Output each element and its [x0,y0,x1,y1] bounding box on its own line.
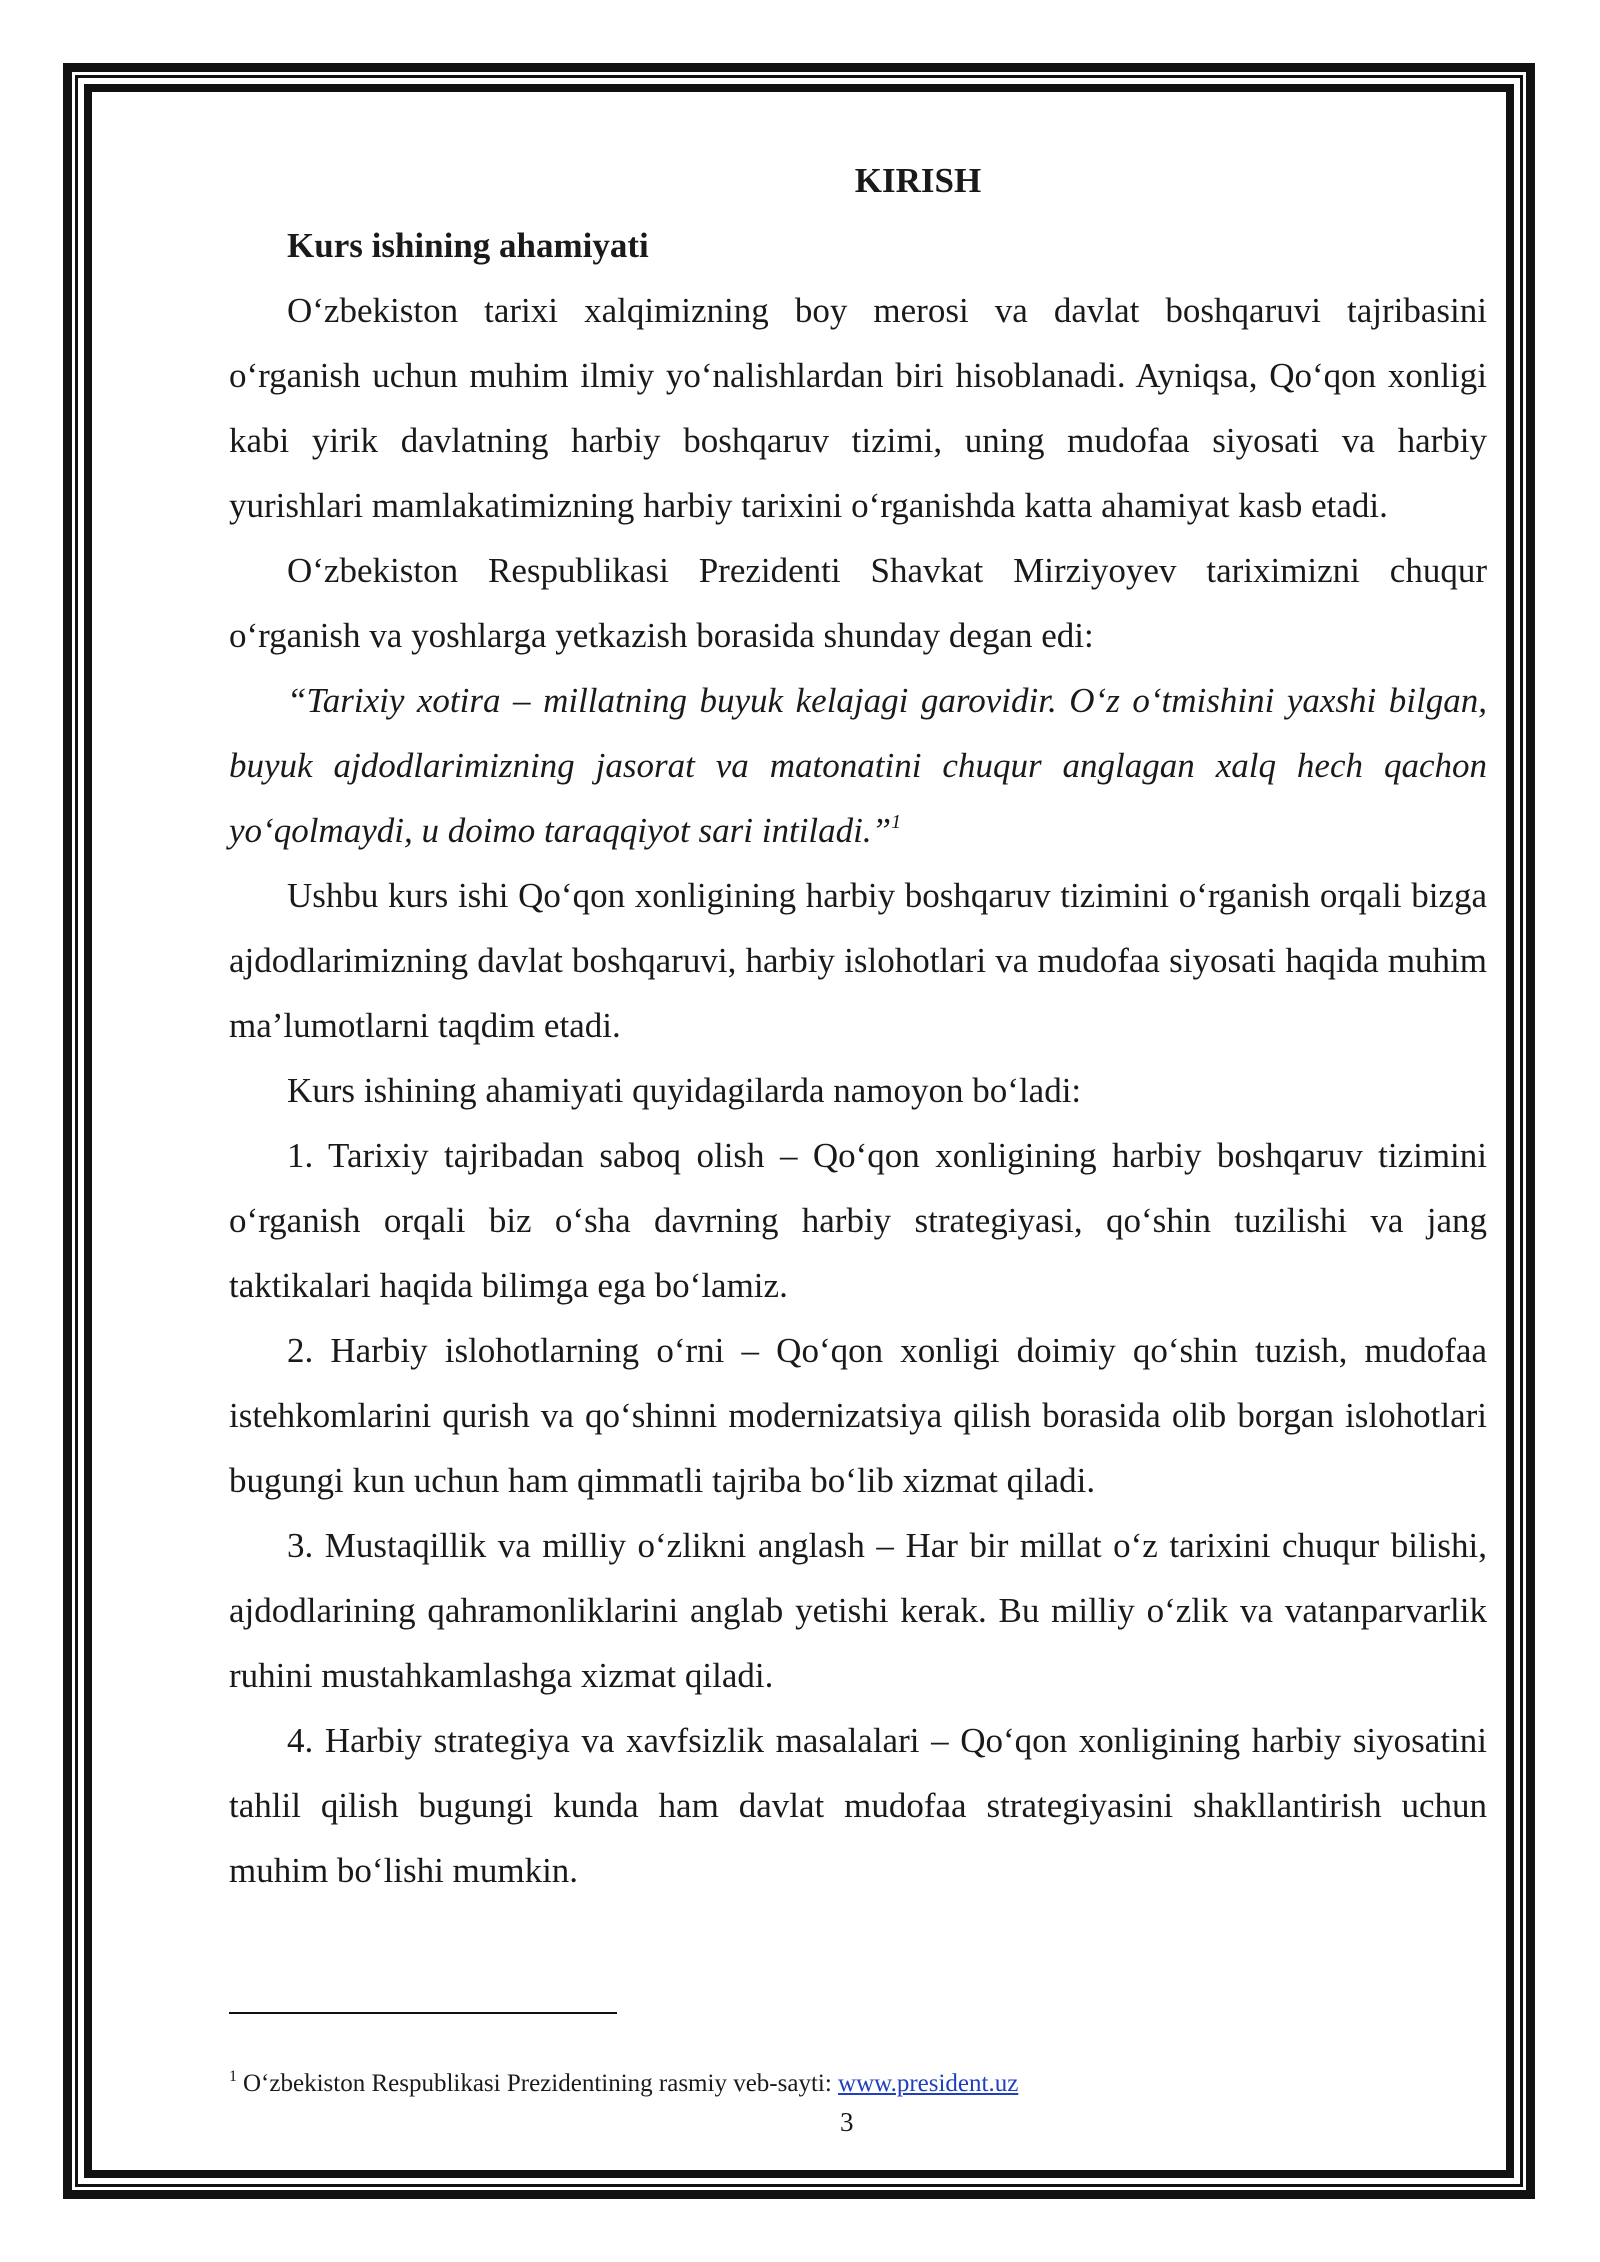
paragraph-quote [229,668,1487,863]
paragraph-importance-lead: Kurs ishining ahamiyati quyidagilarda namoyon bo‘ladi: [287,1071,1082,1110]
document-body [229,148,1487,1903]
footnote-link[interactable]: www.president.uz [838,2070,1019,2097]
footnote-reference[interactable]: 1 [891,811,902,833]
footnote [229,2066,1018,2102]
paragraph-course-purpose: Ushbu kurs ishi Qo‘qon xonligining harbiy boshqaruv tizimini o‘rganish orqali bizga ajdodlarimizning davlat boshqaruvi, harbiy islohotlari va mudofaa siyosati haqida muhim ma’lumotlarni taqdim etadi. [229,876,1487,1045]
list-item: 2. Harbiy islohotlarning o‘rni – Qo‘qon xonligi doimiy qo‘shin tuzish, mudofaa istehkomlarini qurish va qo‘shinni modernizatsiya qilish borasida olib borgan islohotlari bugungi kun uchun ham qimmatli tajriba bo‘lib xizmat qiladi. [229,1331,1487,1500]
paragraph-president-quote-lead: O‘zbekiston Respublikasi Prezidenti Shavkat Mirziyoyev tariximizni chuqur o‘rganish va yoshlarga yetkazish borasida shunday degan edi: [229,551,1487,655]
list-item: 3. Mustaqillik va milliy o‘zlikni anglash – Har bir millat o‘z tarixini chuqur bilishi, ajdodlarining qahramonliklarini anglab yetishi kerak. Bu milliy o‘zlik va vatanparvarlik ruhini mustahkamlashga xizmat qiladi. [229,1526,1487,1695]
list-item: 1. Tarixiy tajribadan saboq olish – Qo‘qon xonligining harbiy boshqaruv tizimini o‘rganish orqali biz o‘sha davrning harbiy strategiyasi, qo‘shin tuzilishi va jang taktikalari haqida bilimga ega bo‘lamiz. [229,1136,1487,1305]
footnote-separator [229,2012,617,2014]
list-item: 4. Harbiy strategiya va xavfsizlik masalalari – Qo‘qon xonligining harbiy siyosatini tahlil qilish bugungi kunda ham davlat mudofaa strategiyasini shakllantirish uchun muhim bo‘lishi mumkin. [229,1721,1487,1890]
paragraph-intro: O‘zbekiston tarixi xalqimizning boy merosi va davlat boshqaruvi tajribasini o‘rganish uchun muhim ilmiy yo‘nalishlardan biri hisoblanadi. Ayniqsa, Qo‘qon xonligi kabi yirik davlatning harbiy boshqaruv tizimi, uning mudofaa siyosati va harbiy yurishlari mamlakatimizning harbiy tarixini o‘rganishda katta ahamiyat kasb etadi. [229,291,1487,525]
section-subheading: Kurs ishining ahamiyati [287,226,649,265]
quote-text: “Tarixiy xotira – millatning buyuk kelajagi garovidir. O‘z o‘tmishini yaxshi bilgan, buyuk ajdodlarimizning jasorat va matonatini chuqur anglagan xalq hech qachon yo‘qolmaydi, u doimo taraqqiyot sari intiladi.” [229,681,1487,850]
section-heading: KIRISH [854,161,982,200]
page-number: 3 [840,2107,854,2137]
footnote-text: O‘zbekiston Respublikasi Prezidentining rasmiy veb-sayti: [243,2070,839,2097]
footnote-number: 1 [229,2068,237,2085]
